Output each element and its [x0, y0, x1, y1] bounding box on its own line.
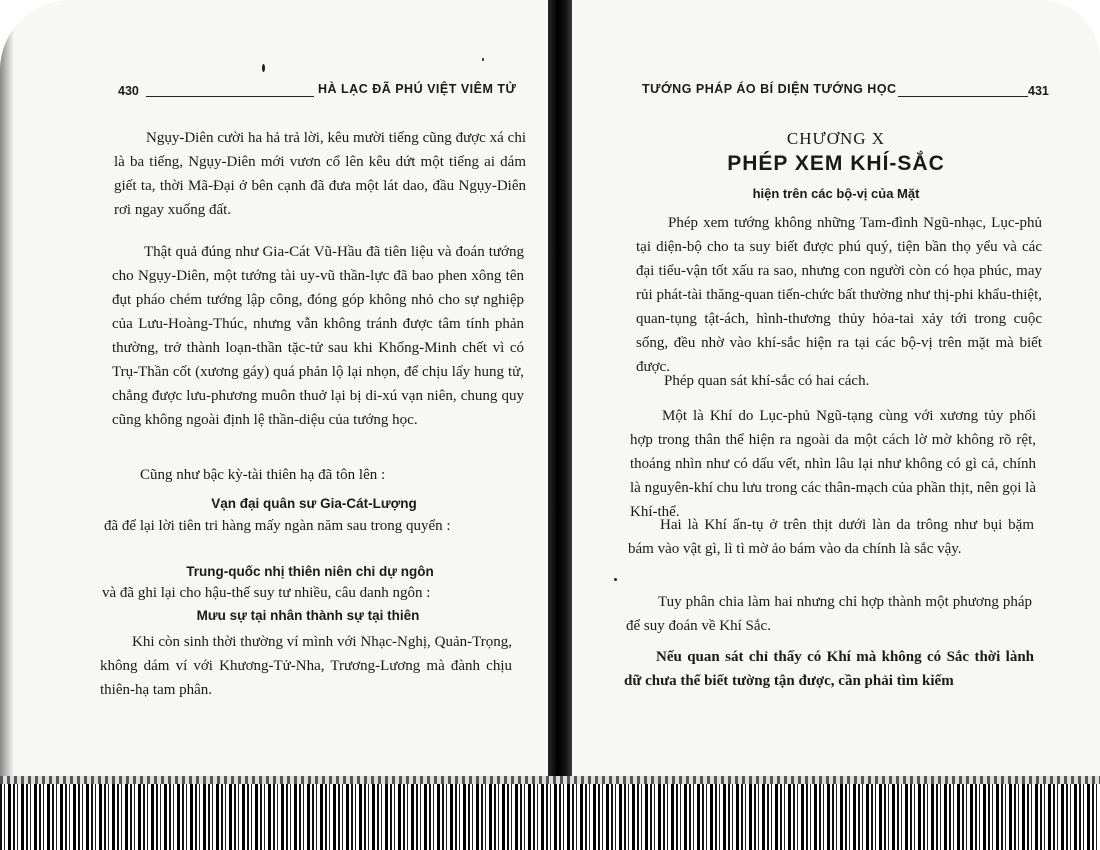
- left-page-number: 430: [118, 84, 139, 98]
- left-line-after-quote-1: đã để lại lời tiên tri hàng mấy ngàn năm sau trong quyển :: [104, 518, 451, 534]
- right-header-rule: [898, 96, 1028, 97]
- book-gutter: [548, 0, 572, 790]
- left-paragraph-2: Thật quả đúng như Gia-Cát Vũ-Hầu đã tiên liệu và đoán tướng cho Ngụy-Diên, một tướng tài uy-vũ thần-lực đã bao phen xông tên đụt pháo chém tướng lập công, đóng góp không nhỏ cho sự nghiệp của Lưu-Hoàng-Thúc, nhưng vẫn không tránh được tâm tính phản thường, trở thành loạn-thần tặc-tử sau khi Khổng-Minh chết vì có Trụ-Thần cốt (xương gáy) quá phản lộ lại nhọn, để chịu lấy hung tử, chẳng được lưu-phương muôn thuở lại bị di-xú vạn niên, chung quy cũng không ngoài định lệ thần-diệu của tướng học.: [112, 244, 524, 428]
- right-paragraph-4: Hai là Khí ẩn-tụ ở trên thịt dưới làn da trông như bụi bặm bám vào vật gì, lì tì mờ ảo bám vào da chính là sắc vậy.: [628, 517, 1034, 557]
- left-paragraph-1: Ngụy-Diên cười ha hả trả lời, kêu mười tiếng cũng được xá chi là ba tiếng, Ngụy-Diên mới vươn cổ lên kêu dứt một tiếng ai dám giết ta, thời Mã-Đại ở bên cạnh đã đưa một lát dao, đầu Ngụy-Diên rơi ngay xuống đất.: [114, 130, 526, 218]
- left-line-after-quote-2: và đã ghi lại cho hậu-thế suy tư nhiều, câu danh ngôn :: [102, 585, 431, 601]
- right-paragraph-6: Nếu quan sát chỉ thấy có Khí mà không có Sắc thời lành dữ chưa thể biết tường tận được, cần phải tìm kiếm: [624, 649, 1034, 689]
- quote-3: Mưu sự tại nhân thành sự tại thiên: [196, 608, 420, 623]
- quote-2: Trung-quốc nhị thiên niên chi dự ngôn: [186, 564, 434, 579]
- right-paragraph-1: Phép xem tướng không những Tam-đình Ngũ-nhạc, Lục-phủ tại diện-bộ cho ta suy biết được phú quý, tiện bần thọ yểu và các đại tiểu-vận tốt xấu ra sao, nhưng con người còn có họa phúc, may rủi phát-tài thăng-quan tiến-chức bất thường như thị-phi khẩu-thiệt, quan-tụng tật-ách, hình-thương thủy hỏa-tai xảy tới trong cuộc sống, đều nhờ vào khí-sắc hiện ra tại các bộ-vị trên mặt mà biết được.: [636, 215, 1042, 375]
- right-page-number: 431: [1028, 84, 1049, 98]
- quote-1: Vạn đại quân sư Gia-Cát-Lượng: [211, 496, 417, 511]
- page-edge-shadow: [0, 0, 14, 790]
- left-header-rule: [146, 96, 314, 97]
- right-paragraph-2: Phép quan sát khí-sắc có hai cách.: [664, 373, 870, 389]
- left-paragraph-3: Cũng như bậc kỳ-tài thiên hạ đã tôn lên :: [140, 467, 386, 483]
- left-running-head: HÀ LẠC ĐÃ PHÚ VIỆT VIÊM TỬ: [318, 82, 517, 96]
- chapter-title: PHÉP XEM KHÍ-SẮC: [727, 152, 945, 175]
- chapter-subtitle: hiện trên các bộ-vị của Mặt: [752, 186, 920, 201]
- scan-speck: [262, 64, 265, 72]
- left-closing-paragraph: Khi còn sinh thời thường ví mình với Nhạc-Nghị, Quản-Trọng, không dám ví với Khương-Tử-Nha, Trương-Lương mà đành chịu thiên-hạ tam phân.: [100, 634, 512, 698]
- right-running-head: TƯỚNG PHÁP ÁO BÍ DIỆN TƯỚNG HỌC: [642, 82, 897, 96]
- right-paragraph-3: Một là Khí do Lục-phủ Ngũ-tạng cùng với xương tủy phối hợp trong thân thể hiện ra ngoài da một cách lờ mờ không rõ rệt, thoáng nhìn như có dấu vết, nhìn lâu lại như không có gì cả, chính là nguyên-khí chu lưu trong các thân-mạch của phần thịt, nên gọi là Khí-thể.: [630, 408, 1036, 520]
- scan-speck: [614, 578, 617, 581]
- chapter-number: CHƯƠNG X: [786, 129, 886, 148]
- scan-noise-strip: [0, 776, 1100, 850]
- right-paragraph-5: Tuy phân chia làm hai nhưng chỉ hợp thành một phương pháp để suy đoán về Khí Sắc.: [626, 594, 1032, 634]
- scan-speck: [482, 58, 484, 61]
